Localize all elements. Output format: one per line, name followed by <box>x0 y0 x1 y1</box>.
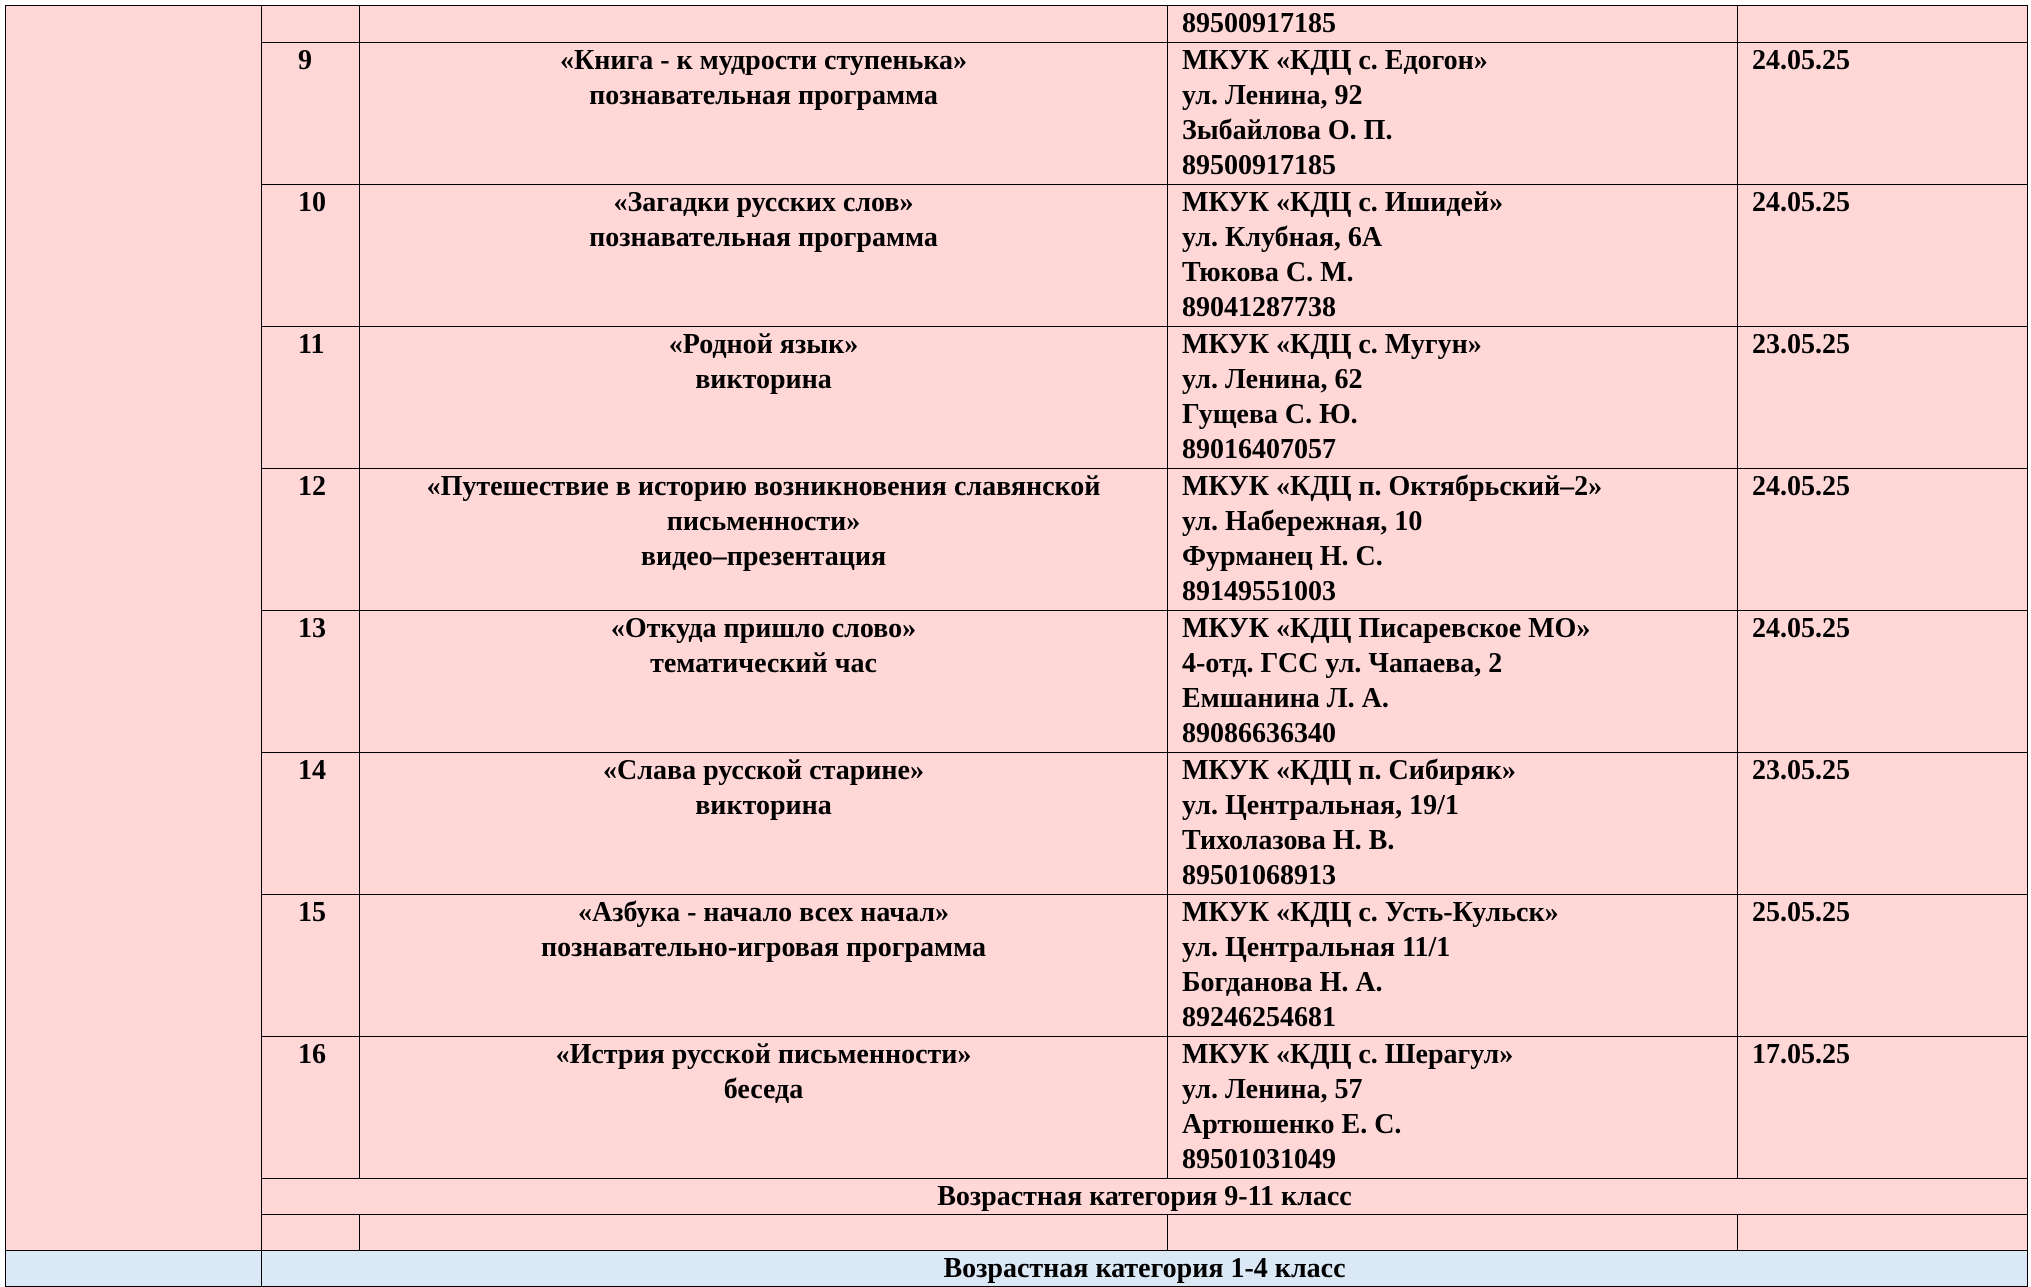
event-title: «Откуда пришло слово» <box>610 613 917 644</box>
event-cell <box>360 895 1168 1037</box>
table-row <box>6 6 2028 43</box>
table-row <box>6 895 2028 1037</box>
event-cell <box>360 185 1168 327</box>
organizer-address: ул. Ленина, 62 <box>1182 364 1363 395</box>
contact-person: Гущева С. Ю. <box>1182 399 1358 430</box>
organizer-address: 4-отд. ГСС ул. Чапаева, 2 <box>1182 648 1503 679</box>
event-date: 23.05.25 <box>1738 327 2028 469</box>
event-date: 24.05.25 <box>1738 43 2028 185</box>
event-type: викторина <box>695 790 832 821</box>
age-category-label: Возрастная категория 1-4 класс <box>262 1251 2028 1287</box>
event-cell <box>360 1037 1168 1179</box>
events-table <box>5 5 2028 1287</box>
event-cell <box>360 753 1168 895</box>
organizer-cell <box>1168 895 1738 1037</box>
event-cell <box>360 43 1168 185</box>
organizer-cell <box>1168 185 1738 327</box>
organizer-cell <box>1168 327 1738 469</box>
row-number: 13 <box>262 611 360 753</box>
contact-phone: 89500917185 <box>1182 150 1336 181</box>
organizer-name: МКУК «КДЦ с. Мугун» <box>1182 329 1482 360</box>
contact-phone: 89246254681 <box>1182 1002 1336 1033</box>
event-type: видео–презентация <box>640 541 887 572</box>
event-date: 24.05.25 <box>1738 185 2028 327</box>
contact-phone: 89149551003 <box>1182 576 1336 607</box>
event-date: 24.05.25 <box>1738 611 2028 753</box>
organizer-cell <box>1168 753 1738 895</box>
event-title: «Азбука - начало всех начал» <box>577 897 950 928</box>
empty-row <box>6 1215 2028 1251</box>
contact-phone: 89016407057 <box>1182 434 1336 465</box>
organizer-address: ул. Центральная, 19/1 <box>1182 790 1459 821</box>
contact-person: Фурманец Н. С. <box>1182 541 1383 572</box>
event-title: «Путешествие в историю возникновения славянской <box>426 471 1101 502</box>
event-date: 17.05.25 <box>1738 1037 2028 1179</box>
row-number: 12 <box>262 469 360 611</box>
event-title: «Истрия русской письменности» <box>555 1039 972 1070</box>
contact-person: Тихолазова Н. В. <box>1182 825 1395 856</box>
organizer-cell <box>1168 469 1738 611</box>
table-row <box>6 43 2028 185</box>
event-type: викторина <box>695 364 832 395</box>
organizer-cell <box>1168 1037 1738 1179</box>
event-type: беседа <box>723 1074 804 1105</box>
event-date: 25.05.25 <box>1738 895 2028 1037</box>
organizer-address: ул. Клубная, 6А <box>1182 222 1383 253</box>
organizer-address: ул. Ленина, 92 <box>1182 80 1363 111</box>
organizer-address: ул. Набережная, 10 <box>1182 506 1423 537</box>
table-row <box>6 611 2028 753</box>
event-type: познавательная программа <box>589 80 938 111</box>
row-number: 10 <box>262 185 360 327</box>
category-row <box>6 1251 2028 1287</box>
contact-phone: 89501068913 <box>1182 860 1336 891</box>
contact-person: Артюшенко Е. С. <box>1182 1109 1402 1140</box>
event-title: «Загадки русских слов» <box>613 187 914 218</box>
event-title-continued: письменности» <box>666 506 861 537</box>
contact-phone: 89086636340 <box>1182 718 1336 749</box>
contact-phone: 89501031049 <box>1182 1144 1336 1175</box>
row-number: 11 <box>262 327 360 469</box>
event-type: познавательная программа <box>589 222 938 253</box>
event-cell <box>360 611 1168 753</box>
organizer-address: ул. Ленина, 57 <box>1182 1074 1363 1105</box>
event-type: тематический час <box>650 648 877 679</box>
organizer-address: ул. Центральная 11/1 <box>1182 932 1451 963</box>
table-row <box>6 469 2028 611</box>
table-row <box>6 327 2028 469</box>
organizer-name: МКУК «КДЦ с. Едогон» <box>1182 45 1488 76</box>
event-date: 24.05.25 <box>1738 469 2028 611</box>
organizer-name: МКУК «КДЦ п. Октябрьский–2» <box>1182 471 1603 502</box>
table-row <box>6 1037 2028 1179</box>
organizer-name: МКУК «КДЦ п. Сибиряк» <box>1182 755 1516 786</box>
event-title: «Слава русской старине» <box>603 755 924 786</box>
contact-person: Тюкова С. М. <box>1182 257 1354 288</box>
event-type: познавательно-игровая программа <box>540 932 986 963</box>
contact-phone: 89041287738 <box>1182 292 1336 323</box>
organizer-cell <box>1168 43 1738 185</box>
contact-phone: 89500917185 <box>1182 8 1336 39</box>
contact-person: Зыбайлова О. П. <box>1182 115 1393 146</box>
row-number: 15 <box>262 895 360 1037</box>
table-row <box>6 185 2028 327</box>
table-row <box>6 753 2028 895</box>
category-row <box>6 1179 2028 1215</box>
event-date: 23.05.25 <box>1738 753 2028 895</box>
left-merged-cell <box>6 6 262 1251</box>
organizer-cell <box>1168 611 1738 753</box>
organizer-name: МКУК «КДЦ с. Усть-Кульск» <box>1182 897 1559 928</box>
event-title: «Родной язык» <box>668 329 859 360</box>
age-category-label: Возрастная категория 9-11 класс <box>262 1179 2028 1215</box>
row-number: 14 <box>262 753 360 895</box>
contact-person: Емшанина Л. А. <box>1182 683 1389 714</box>
event-cell <box>360 327 1168 469</box>
organizer-name: МКУК «КДЦ с. Ишидей» <box>1182 187 1504 218</box>
organizer-name: МКУК «КДЦ с. Шерагул» <box>1182 1039 1514 1070</box>
row-number: 16 <box>262 1037 360 1179</box>
contact-person: Богданова Н. А. <box>1182 967 1383 998</box>
event-cell <box>360 469 1168 611</box>
row-number: 9 <box>262 43 360 185</box>
organizer-name: МКУК «КДЦ Писаревское МО» <box>1182 613 1591 644</box>
event-title: «Книга - к мудрости ступенька» <box>559 45 968 76</box>
